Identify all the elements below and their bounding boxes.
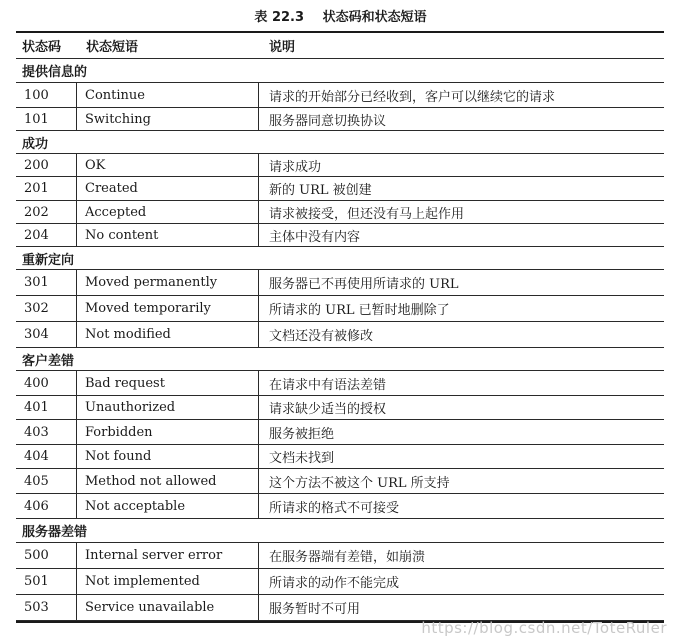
status-phrase: Not found <box>76 445 259 468</box>
status-phrase: Continue <box>76 83 259 107</box>
status-phrase: Internal server error <box>76 543 259 568</box>
status-phrase: Service unavailable <box>76 595 259 620</box>
status-code: 406 <box>24 498 49 514</box>
status-description: 服务器同意切换协议 <box>269 113 387 129</box>
table-row <box>16 154 664 177</box>
table-row <box>16 569 664 595</box>
group-label: 重新定向 <box>16 247 664 270</box>
status-code: 302 <box>24 301 49 316</box>
group-label: 提供信息的 <box>16 59 664 83</box>
status-phrase: Method not allowed <box>76 469 259 493</box>
status-code: 501 <box>24 574 49 589</box>
status-description: 服务暂时不可用 <box>269 602 361 617</box>
status-description: 请求缺少适当的授权 <box>269 402 387 417</box>
status-code: 201 <box>24 181 49 196</box>
table-row <box>16 445 664 469</box>
table-row <box>16 396 664 420</box>
table-row <box>16 322 664 348</box>
table-title: 状态码和状态短语 <box>322 10 427 25</box>
status-phrase: OK <box>76 154 259 176</box>
status-phrase: Switching <box>76 108 259 130</box>
status-phrase: Created <box>76 177 259 200</box>
status-code: 503 <box>24 600 49 615</box>
status-phrase: Forbidden <box>76 420 259 444</box>
table-row <box>16 177 664 201</box>
status-code: 200 <box>24 157 49 173</box>
status-code: 100 <box>24 87 49 103</box>
status-description: 在请求中有语法差错 <box>269 377 387 393</box>
status-code: 404 <box>24 449 49 464</box>
status-code: 405 <box>24 473 49 489</box>
status-code: 401 <box>24 400 49 415</box>
status-description: 这个方法不被这个 URL 所支持 <box>269 475 450 491</box>
status-description: 文档还没有被修改 <box>269 329 374 344</box>
status-phrase: Moved temporarily <box>76 296 259 321</box>
table-row <box>16 469 664 494</box>
header-phrase: 状态短语 <box>86 40 139 55</box>
group-label: 成功 <box>16 131 664 154</box>
status-description: 文档未找到 <box>269 451 335 466</box>
status-description: 请求的开始部分已经收到，客户可以继续它的请求 <box>269 89 556 105</box>
table-caption <box>0 6 681 25</box>
status-code: 204 <box>24 227 49 243</box>
status-code: 500 <box>24 548 49 563</box>
status-code: 101 <box>24 111 49 127</box>
status-description: 所请求的 URL 已暂时地删除了 <box>269 303 450 318</box>
status-description: 所请求的动作不能完成 <box>269 576 400 591</box>
table-row <box>16 201 664 224</box>
table-row <box>16 371 664 396</box>
table-row <box>16 420 664 445</box>
group-label: 客户差错 <box>16 348 664 371</box>
status-description: 新的 URL 被创建 <box>269 183 372 198</box>
status-description: 所请求的格式不可接受 <box>269 500 400 516</box>
table-row <box>16 543 664 569</box>
table-number: 表 22.3 <box>254 10 305 25</box>
table-body <box>16 59 664 623</box>
status-phrase: Accepted <box>76 201 259 223</box>
watermark: https://blog.csdn.net/ToteRuler <box>421 619 667 637</box>
status-phrase: Not modified <box>76 322 259 347</box>
status-phrase: No content <box>76 224 259 246</box>
status-phrase: Unauthorized <box>76 396 259 419</box>
status-code: 304 <box>24 327 49 342</box>
status-description: 服务被拒绝 <box>269 426 335 442</box>
status-description: 请求被接受，但还没有马上起作用 <box>269 206 465 222</box>
status-code: 400 <box>24 375 49 391</box>
table-row <box>16 296 664 322</box>
header-row <box>16 33 664 59</box>
status-description: 服务器已不再使用所请求的 URL <box>269 277 459 292</box>
status-code: 202 <box>24 204 49 220</box>
status-phrase: Moved permanently <box>76 270 259 295</box>
table-row <box>16 108 664 131</box>
status-code: 403 <box>24 424 49 440</box>
status-phrase: Not acceptable <box>76 494 259 518</box>
status-description: 请求成功 <box>269 159 322 175</box>
group-label: 服务器差错 <box>16 519 664 543</box>
table-row <box>16 224 664 247</box>
header-code: 状态码 <box>22 40 62 55</box>
status-code: 301 <box>24 275 49 290</box>
table-row <box>16 270 664 296</box>
status-phrase: Not implemented <box>76 569 259 594</box>
status-description: 主体中没有内容 <box>269 229 361 245</box>
status-description: 在服务器端有差错，如崩溃 <box>269 550 426 565</box>
table-row <box>16 494 664 519</box>
table-row <box>16 83 664 108</box>
status-code-table <box>16 31 664 623</box>
status-phrase: Bad request <box>76 371 259 395</box>
table-row <box>16 595 664 621</box>
header-description: 说明 <box>269 40 296 55</box>
